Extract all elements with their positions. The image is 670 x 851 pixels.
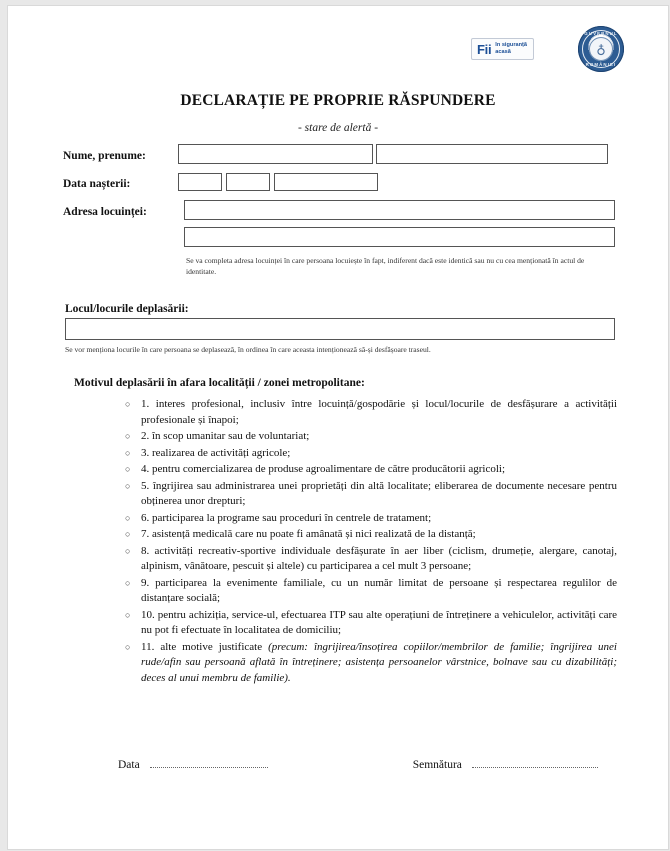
reason-label: 4. pentru comercializarea de produse agroalimentare de către producătorii agricoli; — [141, 463, 506, 475]
reason-option[interactable] — [121, 511, 617, 527]
birth-month-input[interactable] — [226, 173, 270, 191]
campaign-badge-line1: în siguranță — [495, 41, 527, 48]
reason-checkbox-icon[interactable]: ○ — [125, 512, 131, 523]
reason-option[interactable] — [121, 544, 617, 575]
reason-checkbox-icon[interactable]: ○ — [125, 447, 131, 458]
birthdate-label: Data nașterii: — [63, 178, 131, 190]
signature-field-group — [413, 758, 598, 771]
travel-heading: Locul/locurile deplasării: — [65, 303, 189, 315]
address-note: Se va completa adresa locuinței în care persoana locuiește în fapt, indiferent dacă este identică sau nu cu cea menționată în actul de identitate. — [186, 256, 585, 276]
reason-option[interactable] — [121, 446, 617, 462]
header-logos — [471, 26, 624, 72]
reason-checkbox-icon[interactable]: ○ — [125, 545, 131, 556]
reason-checkbox-icon[interactable]: ○ — [125, 529, 131, 539]
signature-label: Semnătura — [412, 759, 462, 771]
reason-label: 9. participarea la evenimente familiale, cu un număr limitat de persoane și respectarea regulilor de distanțare socială; — [141, 576, 617, 604]
eagle-emblem-icon: ♁ — [596, 41, 606, 57]
date-field-group — [118, 758, 268, 771]
reason-checkbox-icon[interactable]: ○ — [125, 577, 131, 588]
address-line1-input[interactable] — [184, 200, 615, 220]
reason-label: 1. interes profesional, inclusiv între locuință/gospodărie și locul/locurile de desfășurare a activității profesionale și înapoi; — [141, 398, 617, 426]
page-title: DECLARAȚIE PE PROPRIE RĂSPUNDERE — [180, 92, 496, 109]
reason-option[interactable] — [121, 640, 617, 687]
name-input[interactable] — [178, 144, 373, 164]
seal-bottom-text: ROMÂNIEI — [585, 62, 617, 67]
birth-day-input[interactable] — [178, 173, 222, 191]
reason-label: 3. realizarea de activități agricole; — [141, 446, 291, 459]
reason-label-italic: (precum: îngrijirea/însoțirea copiilor/membrilor de familie; îngrijirea unei rude/afin sau persoană aflată în întreținere; asistența persoanelor vârstnice, bolnave sau cu dizabilități; deces al unui membru de familie). — [141, 640, 617, 684]
reason-checkbox-icon[interactable]: ○ — [125, 464, 131, 474]
date-label: Data — [118, 759, 140, 771]
address-line2-input[interactable] — [184, 227, 615, 247]
document-page — [8, 6, 668, 849]
reasons-list — [121, 397, 617, 687]
campaign-badge-word: Fii — [477, 41, 492, 57]
reasons-heading: Motivul deplasării în afara localității / zonei metropolitane: — [74, 377, 365, 389]
page-subtitle: - stare de alertă - — [297, 122, 379, 134]
name-label: Nume, prenume: — [63, 150, 146, 162]
birth-year-input[interactable] — [274, 173, 378, 191]
address-label: Adresa locuinței: — [63, 206, 147, 218]
reason-label: 6. participarea la programe sau proceduri în centrele de tratament; — [141, 511, 432, 524]
campaign-badge-line2: acasă — [495, 49, 511, 55]
reason-option[interactable] — [121, 479, 617, 510]
travel-note: Se vor menționa locurile în care persoana se deplasează, în ordinea în care aceasta intenționează să-și desfășoare traseul. — [65, 345, 431, 354]
signature-row — [118, 758, 582, 771]
reason-checkbox-icon[interactable]: ○ — [125, 399, 131, 409]
surname-input[interactable] — [376, 144, 608, 164]
reason-label: 7. asistență medicală care nu poate fi amânată și nici realizată de la distanță; — [141, 528, 476, 540]
reason-option[interactable] — [121, 397, 617, 428]
signature-input[interactable] — [472, 758, 598, 768]
reason-label: 10. pentru achiziția, service-ul, efectuarea ITP sau alte operațiuni de întreținere a vehiculelor, activități care nu pot fi efectuate în localitatea de domiciliu; — [141, 608, 617, 636]
reason-option[interactable] — [121, 527, 617, 543]
government-seal-icon — [578, 26, 624, 72]
campaign-badge-lines — [495, 42, 527, 57]
date-input[interactable] — [150, 758, 268, 768]
seal-top-text: GUVERNUL — [584, 31, 618, 36]
reason-option[interactable] — [121, 429, 617, 445]
reason-label: 11. alte motive justificate (precum: îngrijirea/însoțirea copiilor/membrilor de familie; îngrijirea unei rude/afin sau persoană aflată în întreținere; asistența persoanelor vârstnice, bolnave sau cu dizabilități; deces al unui membru de familie). — [141, 640, 617, 684]
campaign-badge — [471, 38, 534, 61]
reason-option[interactable] — [121, 462, 617, 478]
travel-places-input[interactable] — [65, 318, 615, 340]
reason-checkbox-icon[interactable]: ○ — [125, 641, 131, 652]
reason-label: 2. în scop umanitar sau de voluntariat; — [141, 430, 310, 442]
reason-checkbox-icon[interactable]: ○ — [125, 609, 131, 620]
reason-label: 8. activități recreativ-sportive individuale desfășurate în aer liber (ciclism, drumeție, alergare, canotaj, alpinism, vânătoare, pescuit și altele) cu participarea a cel mult 3 persoane; — [141, 544, 617, 572]
reason-label: 5. îngrijirea sau administrarea unei proprietăți din altă localitate; eliberarea de documente necesare pentru obținerea unor drepturi; — [141, 479, 617, 507]
reason-checkbox-icon[interactable]: ○ — [125, 480, 131, 491]
reason-option[interactable] — [121, 608, 617, 639]
reason-option[interactable] — [121, 576, 617, 607]
reason-checkbox-icon[interactable]: ○ — [125, 431, 131, 441]
